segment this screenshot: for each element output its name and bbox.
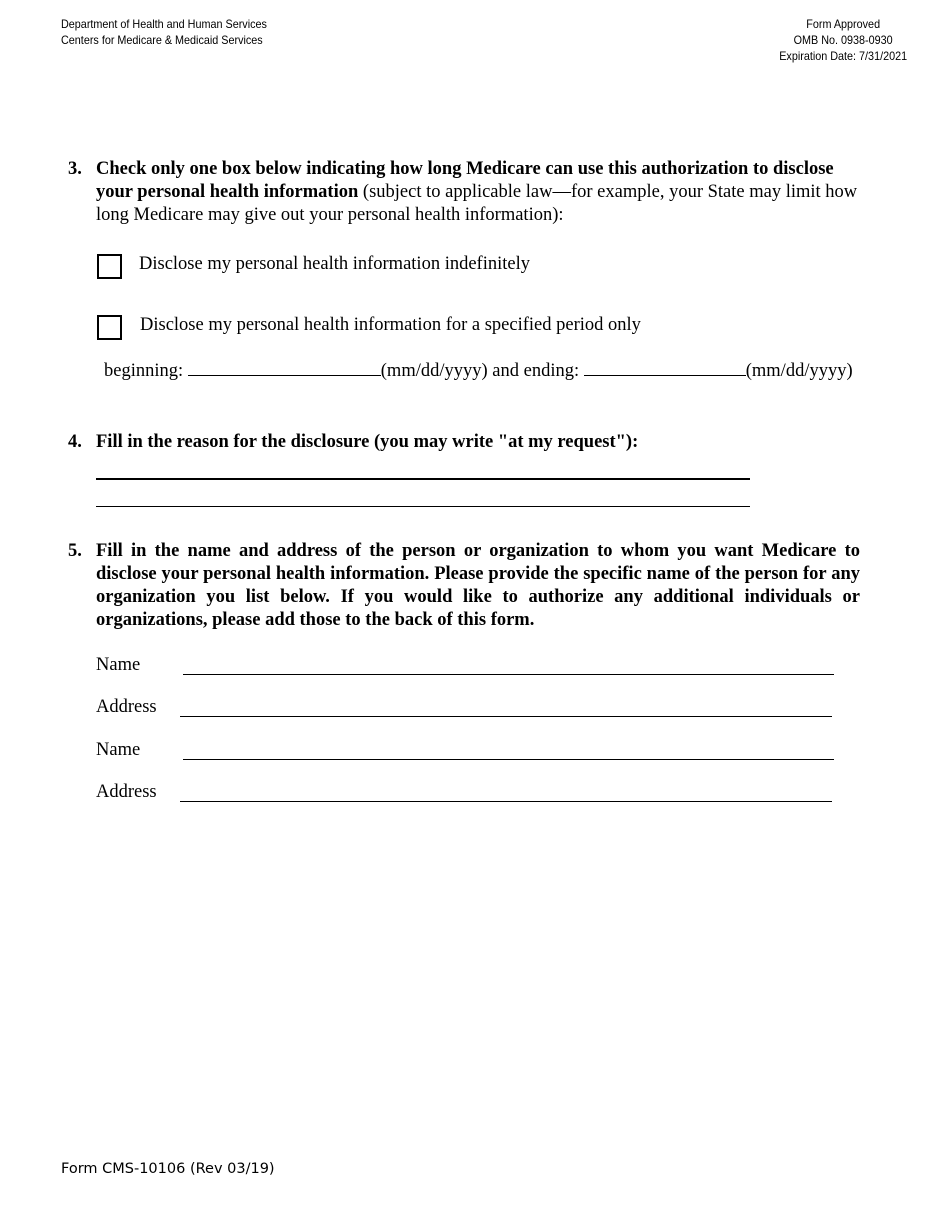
indefinitely-checkbox[interactable]	[97, 254, 122, 279]
indefinitely-label: Disclose my personal health information indefinitely	[139, 254, 530, 274]
omb-number: OMB No. 0938-0930	[793, 33, 893, 47]
question-3-number: 3.	[68, 159, 82, 179]
form-approved: Form Approved	[806, 17, 880, 31]
beginning-date-field[interactable]	[188, 359, 381, 376]
approval-header	[779, 16, 907, 64]
address-field-2[interactable]	[180, 801, 832, 802]
address-label-2: Address	[96, 782, 157, 802]
question-3	[0, 158, 950, 228]
specified-period-label: Disclose my personal health information for a specified period only	[140, 315, 641, 335]
question-5	[0, 540, 950, 636]
question-5-number: 5.	[68, 541, 82, 561]
beginning-format-label: (mm/dd/yyyy) and ending:	[380, 361, 580, 381]
name-field-2[interactable]	[183, 759, 834, 760]
question-3-bold-text: Check only one box below indicating how long Medicare can use this authorization to disclose your personal health information	[96, 159, 834, 202]
reason-line-1[interactable]	[96, 478, 750, 480]
question-3-normal-text: (subject to applicable law—for example, your State may limit how long Medicare may give out your personal health information):	[96, 182, 858, 225]
expiration-date: Expiration Date: 7/31/2021	[779, 49, 907, 63]
question-4	[0, 431, 950, 455]
question-4-text: Fill in the reason for the disclosure (you may write "at my request"):	[96, 432, 639, 452]
name-label-1: Name	[96, 655, 141, 675]
question-4-number: 4.	[68, 432, 82, 452]
agency-centers: Centers for Medicare & Medicaid Services	[61, 33, 263, 47]
question-3-text	[96, 158, 860, 227]
address-label-1: Address	[96, 697, 157, 717]
agency-department: Department of Health and Human Services	[61, 17, 267, 31]
ending-format-label: (mm/dd/yyyy)	[745, 361, 853, 381]
ending-date-field[interactable]	[584, 359, 746, 376]
form-id-footer: Form CMS-10106 (Rev 03/19)	[61, 1161, 275, 1177]
agency-header	[61, 16, 267, 48]
name-field-1[interactable]	[183, 674, 834, 675]
question-5-text: Fill in the name and address of the person or organization to whom you want Medicare to disclose your personal health information. Please provide the specific name of the person for any organization you list below. If you would like to authorize any additional individuals or organizations, please add those to the back of this form.	[96, 541, 860, 630]
address-field-1[interactable]	[180, 716, 832, 717]
beginning-label: beginning:	[104, 361, 184, 381]
reason-line-2[interactable]	[96, 506, 750, 507]
specified-period-checkbox[interactable]	[97, 315, 122, 340]
name-label-2: Name	[96, 740, 141, 760]
date-range-line	[104, 359, 853, 382]
